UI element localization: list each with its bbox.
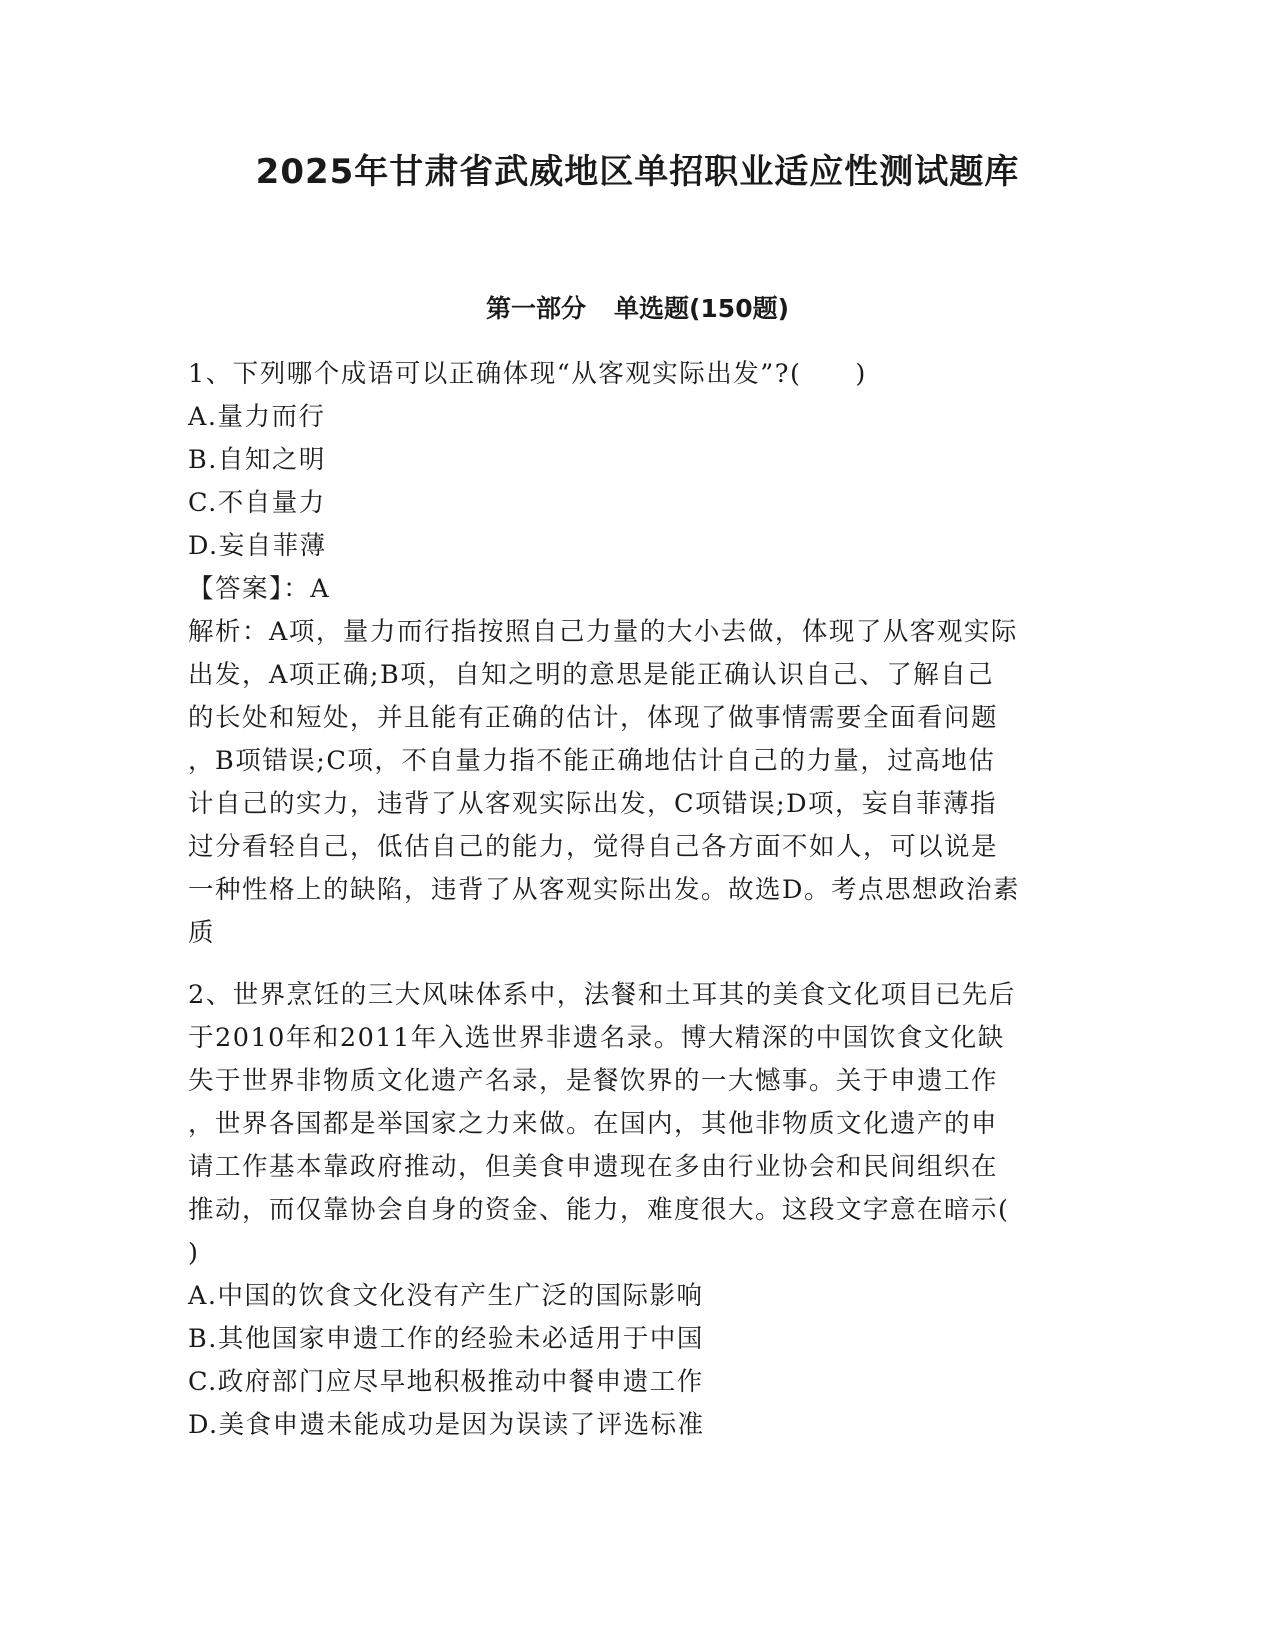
question-stem: 于2010年和2011年入选世界非遗名录。博大精深的中国饮食文化缺	[188, 1023, 1005, 1053]
option-c: C.政府部门应尽早地积极推动中餐申遗工作	[188, 1367, 704, 1397]
option-b: B.自知之明	[188, 445, 326, 475]
analysis-line: ，B项错误;C项，不自量力指不能正确地估计自己的力量，过高地估	[188, 746, 996, 776]
option-a: A.量力而行	[188, 402, 326, 432]
question-spacer	[188, 955, 1088, 974]
analysis-line: 一种性格上的缺陷，违背了从客观实际出发。故选D。考点思想政治素	[188, 875, 1020, 905]
analysis-line: 质	[188, 918, 216, 948]
question-stem: 失于世界非物质文化遗产名录，是餐饮界的一大憾事。关于申遗工作	[188, 1066, 999, 1096]
question-stem: 2、世界烹饪的三大风味体系中，法餐和土耳其的美食文化项目已先后	[188, 980, 1016, 1010]
option-d: D.妄自菲薄	[188, 531, 327, 561]
analysis-line: 过分看轻自己，低估自己的能力，觉得自己各方面不如人，可以说是	[188, 832, 999, 862]
option-d: D.美食申遗未能成功是因为误读了评选标准	[188, 1410, 705, 1440]
section-name: 单选题(150题)	[613, 294, 790, 323]
question-stem: 1、下列哪个成语可以正确体现“从客观实际出发”?( )	[188, 359, 867, 389]
question-stem: 请工作基本靠政府推动，但美食申遗现在多由行业协会和民间组织在	[188, 1152, 999, 1182]
option-c: C.不自量力	[188, 488, 326, 518]
option-a: A.中国的饮食文化没有产生广泛的国际影响	[188, 1281, 704, 1311]
question-stem: 推动，而仅靠协会自身的资金、能力，难度很大。这段文字意在暗示(	[188, 1195, 1010, 1225]
analysis-line: 出发，A项正确;B项，自知之明的意思是能正确认识自己、了解自己	[188, 660, 995, 690]
question-1	[188, 353, 1088, 955]
analysis-line: 计自己的实力，违背了从客观实际出发，C项错误;D项，妄自菲薄指	[188, 789, 998, 819]
analysis-block	[188, 611, 1088, 955]
analysis-line: 的长处和短处，并且能有正确的估计，体现了做事情需要全面看问题	[188, 703, 999, 733]
question-list	[188, 353, 1088, 1447]
section-heading	[0, 292, 1275, 326]
analysis-line: 解析：A项，量力而行指按照自己力量的大小去做，体现了从客观实际	[188, 617, 1018, 647]
question-stem: ，世界各国都是举国家之力来做。在国内，其他非物质文化遗产的申	[188, 1109, 999, 1139]
answer-line: 【答案】：A	[188, 574, 331, 604]
page-title: 2025年甘肃省武威地区单招职业适应性测试题库	[255, 152, 1020, 192]
option-b: B.其他国家申遗工作的经验未必适用于中国	[188, 1324, 704, 1354]
section-part: 第一部分	[485, 294, 586, 323]
question-2	[188, 974, 1088, 1447]
question-stem: )	[188, 1238, 200, 1268]
